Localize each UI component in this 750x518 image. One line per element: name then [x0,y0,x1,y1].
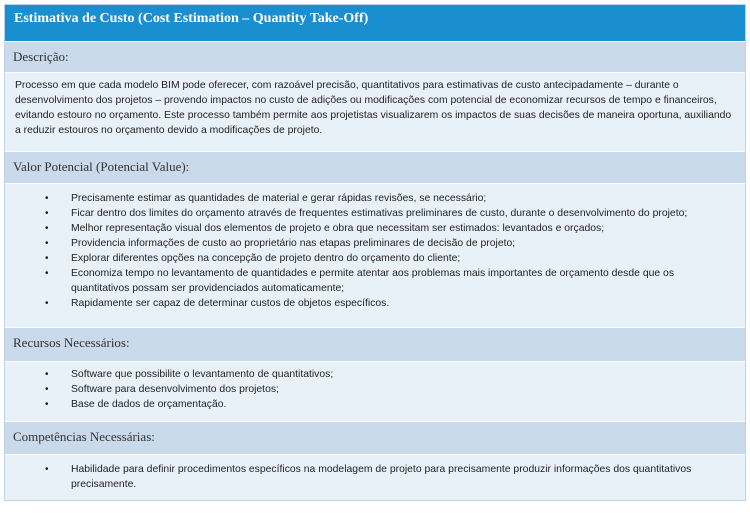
list-item: • Rapidamente ser capaz de determinar custos de objetos específicos. [45,298,390,309]
bullet-icon: • [45,384,49,395]
description-paragraph: Processo em que cada modelo BIM pode oferecer, com razoável precisão, quantitativos para estimativas de custo antecipadamente – durante o desenvolvimento dos projetos – provendo impactos no custo de adições ou modificações com potencial de economizar recursos de tempo e financeiros, evitando estouro no orçamento. Este processo também permite aos projetistas visualizarem os impactos de suas decisões de maneira oportuna, auxiliando a reduzir estouros no orçamento devido a modificações de projeto. [15,80,732,136]
list-item: • Habilidade para definir procedimentos específicos na modelagem de projeto para precisamente produzir informações dos quantitativos precisamente. [45,464,692,490]
bullet-icon: • [45,208,49,219]
list-item: • Ficar dentro dos limites do orçamento através de frequentes estimativas preliminares de custo, durante o desenvolvimento do projeto; [45,208,688,219]
cost-estimation-document [4,4,746,501]
potential-value-list [5,191,745,311]
bullet-icon: • [45,399,49,410]
required-competencies-list [5,462,745,492]
list-item: • Economiza tempo no levantamento de quantidades e permite atentar aos problemas mais importantes de orçamento desde que os quantitativos possam ser providenciados automaticamente; [45,268,675,294]
list-item: • Providencia informações de custo ao proprietário nas etapas preliminares de decisão de projeto; [45,238,516,249]
document-title: Estimativa de Custo (Cost Estimation – Quantity Take-Off) [5,5,745,41]
list-item: • Melhor representação visual dos elementos de projeto e obra que necessitam ser estimados: levantados e orçados; [45,223,605,234]
bullet-icon: • [45,369,49,380]
bullet-icon: • [45,253,49,264]
bullet-icon: • [45,223,49,234]
list-item: • Software que possibilite o levantamento de quantitativos; [45,369,334,380]
list-item: • Explorar diferentes opções na concepção de projeto dentro do orçamento do cliente; [45,253,461,264]
section-body-description [5,72,745,151]
section-header-required-resources: Recursos Necessários: [5,327,745,361]
list-item: • Software para desenvolvimento dos projetos; [45,384,279,395]
bullet-icon: • [45,298,49,309]
bullet-icon: • [45,268,49,279]
section-body-required-competencies [5,454,745,500]
section-header-required-competencies: Competências Necessárias: [5,421,745,454]
list-item: • Precisamente estimar as quantidades de material e gerar rápidas revisões, se necessário; [45,193,487,204]
bullet-icon: • [45,238,49,249]
list-item: • Base de dados de orçamentação. [45,399,227,410]
bullet-icon: • [45,193,49,204]
section-header-potential-value: Valor Potencial (Potencial Value): [5,151,745,183]
required-resources-list [5,367,745,412]
section-body-required-resources [5,361,745,421]
bullet-icon: • [45,464,49,475]
section-body-potential-value [5,183,745,327]
section-header-description: Descrição: [5,41,745,72]
